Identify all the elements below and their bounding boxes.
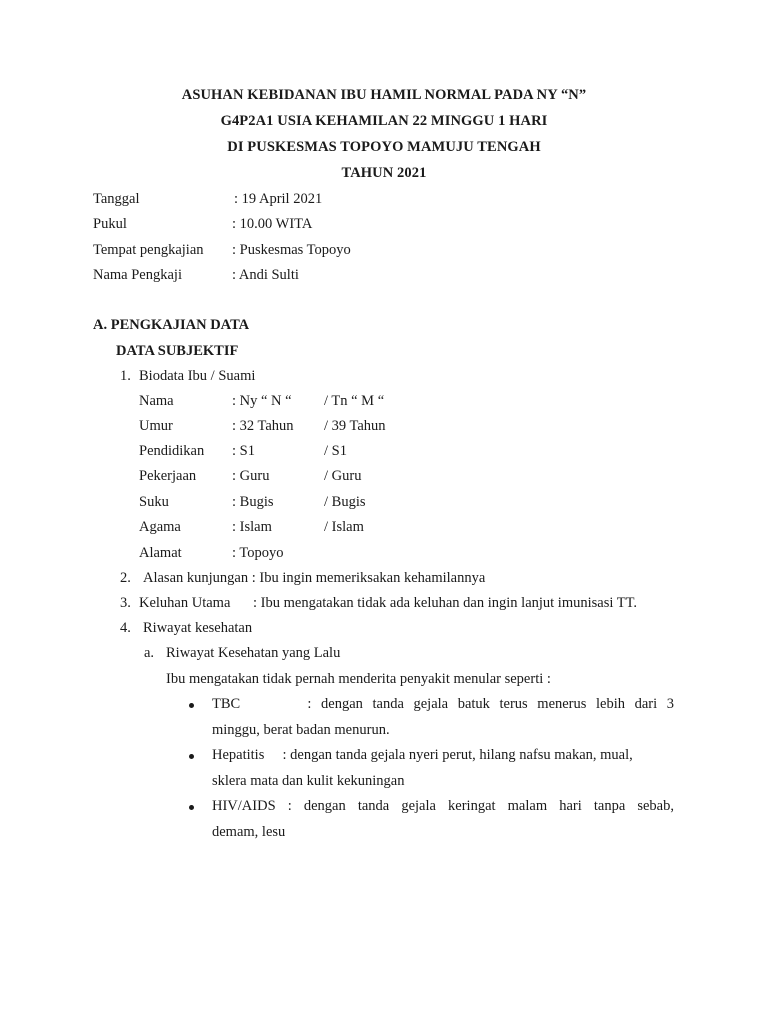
bullet-dot-icon (189, 805, 194, 810)
biodata-ibu: : Guru (232, 468, 270, 484)
item-3-number: 3. (120, 595, 131, 611)
meta-value-tempat: : Puskesmas Topoyo (232, 242, 351, 258)
biodata-ibu: : Topoyo (232, 545, 284, 561)
biodata-suami: / Bugis (324, 494, 366, 510)
biodata-suami: / Guru (324, 468, 362, 484)
sub-a-letter: a. (144, 645, 155, 661)
bullet-hepatitis-line-2: sklera mata dan kulit kekuningan (212, 773, 405, 789)
item-4-number: 4. (120, 620, 131, 636)
biodata-ibu: : Bugis (232, 494, 274, 510)
biodata-suami: / Tn “ M “ (324, 393, 385, 409)
item-1-title: Biodata Ibu / Suami (139, 368, 256, 384)
item-1-number: 1. (120, 368, 131, 384)
item-2-text: Alasan kunjungan : Ibu ingin memeriksakan kehamilannya (143, 570, 486, 586)
biodata-ibu: : S1 (232, 443, 255, 459)
bullet-tbc-line-2: minggu, berat badan menurun. (212, 722, 390, 738)
biodata-label: Umur (139, 418, 173, 434)
title-line-4: TAHUN 2021 (341, 165, 427, 181)
title-line-3: DI PUSKESMAS TOPOYO MAMUJU TENGAH (227, 139, 541, 155)
meta-label-pukul: Pukul (93, 216, 127, 232)
bullet-hiv-line-2: demam, lesu (212, 824, 286, 840)
bullet-dot-icon (189, 754, 194, 759)
biodata-label: Nama (139, 393, 174, 409)
sub-a-intro: Ibu mengatakan tidak pernah menderita penyakit menular seperti : (166, 671, 551, 687)
bullet-dot-icon (189, 703, 194, 708)
biodata-ibu: : 32 Tahun (232, 418, 294, 434)
section-heading: A. PENGKAJIAN DATA (93, 317, 250, 333)
bullet-hepatitis-line-1: Hepatitis : dengan tanda gejala nyeri perut, hilang nafsu makan, mual, (212, 747, 633, 763)
meta-value-tanggal: : 19 April 2021 (234, 191, 323, 207)
title-line-2: G4P2A1 USIA KEHAMILAN 22 MINGGU 1 HARI (220, 113, 548, 129)
biodata-label: Alamat (139, 545, 182, 561)
item-2-number: 2. (120, 570, 131, 586)
biodata-label: Pendidikan (139, 443, 205, 459)
subheading: DATA SUBJEKTIF (116, 343, 239, 359)
meta-label-pengkaji: Nama Pengkaji (93, 267, 182, 283)
bullet-tbc-line-1: TBC : dengan tanda gejala batuk terus menerus lebih dari 3 (212, 696, 674, 712)
bullet-hiv-line-1: HIV/AIDS : dengan tanda gejala keringat malam hari tanpa sebab, (212, 798, 674, 814)
item-4-title: Riwayat kesehatan (143, 620, 253, 636)
biodata-suami: / Islam (324, 519, 364, 535)
title-line-1: ASUHAN KEBIDANAN IBU HAMIL NORMAL PADA NY “N” (181, 87, 587, 103)
biodata-suami: / S1 (324, 443, 347, 459)
meta-label-tanggal: Tanggal (93, 191, 140, 207)
meta-label-tempat: Tempat pengkajian (93, 242, 204, 258)
item-3-label: Keluhan Utama (139, 595, 231, 611)
item-3-text: : Ibu mengatakan tidak ada keluhan dan ingin lanjut imunisasi TT. (253, 595, 638, 611)
biodata-ibu: : Islam (232, 519, 272, 535)
meta-value-pengkaji: : Andi Sulti (232, 267, 299, 283)
biodata-ibu: : Ny “ N “ (232, 393, 292, 409)
biodata-label: Pekerjaan (139, 468, 197, 484)
biodata-suami: / 39 Tahun (324, 418, 386, 434)
sub-a-title: Riwayat Kesehatan yang Lalu (166, 645, 341, 661)
biodata-label: Suku (139, 494, 169, 510)
biodata-label: Agama (139, 519, 181, 535)
meta-value-pukul: : 10.00 WITA (232, 216, 313, 232)
